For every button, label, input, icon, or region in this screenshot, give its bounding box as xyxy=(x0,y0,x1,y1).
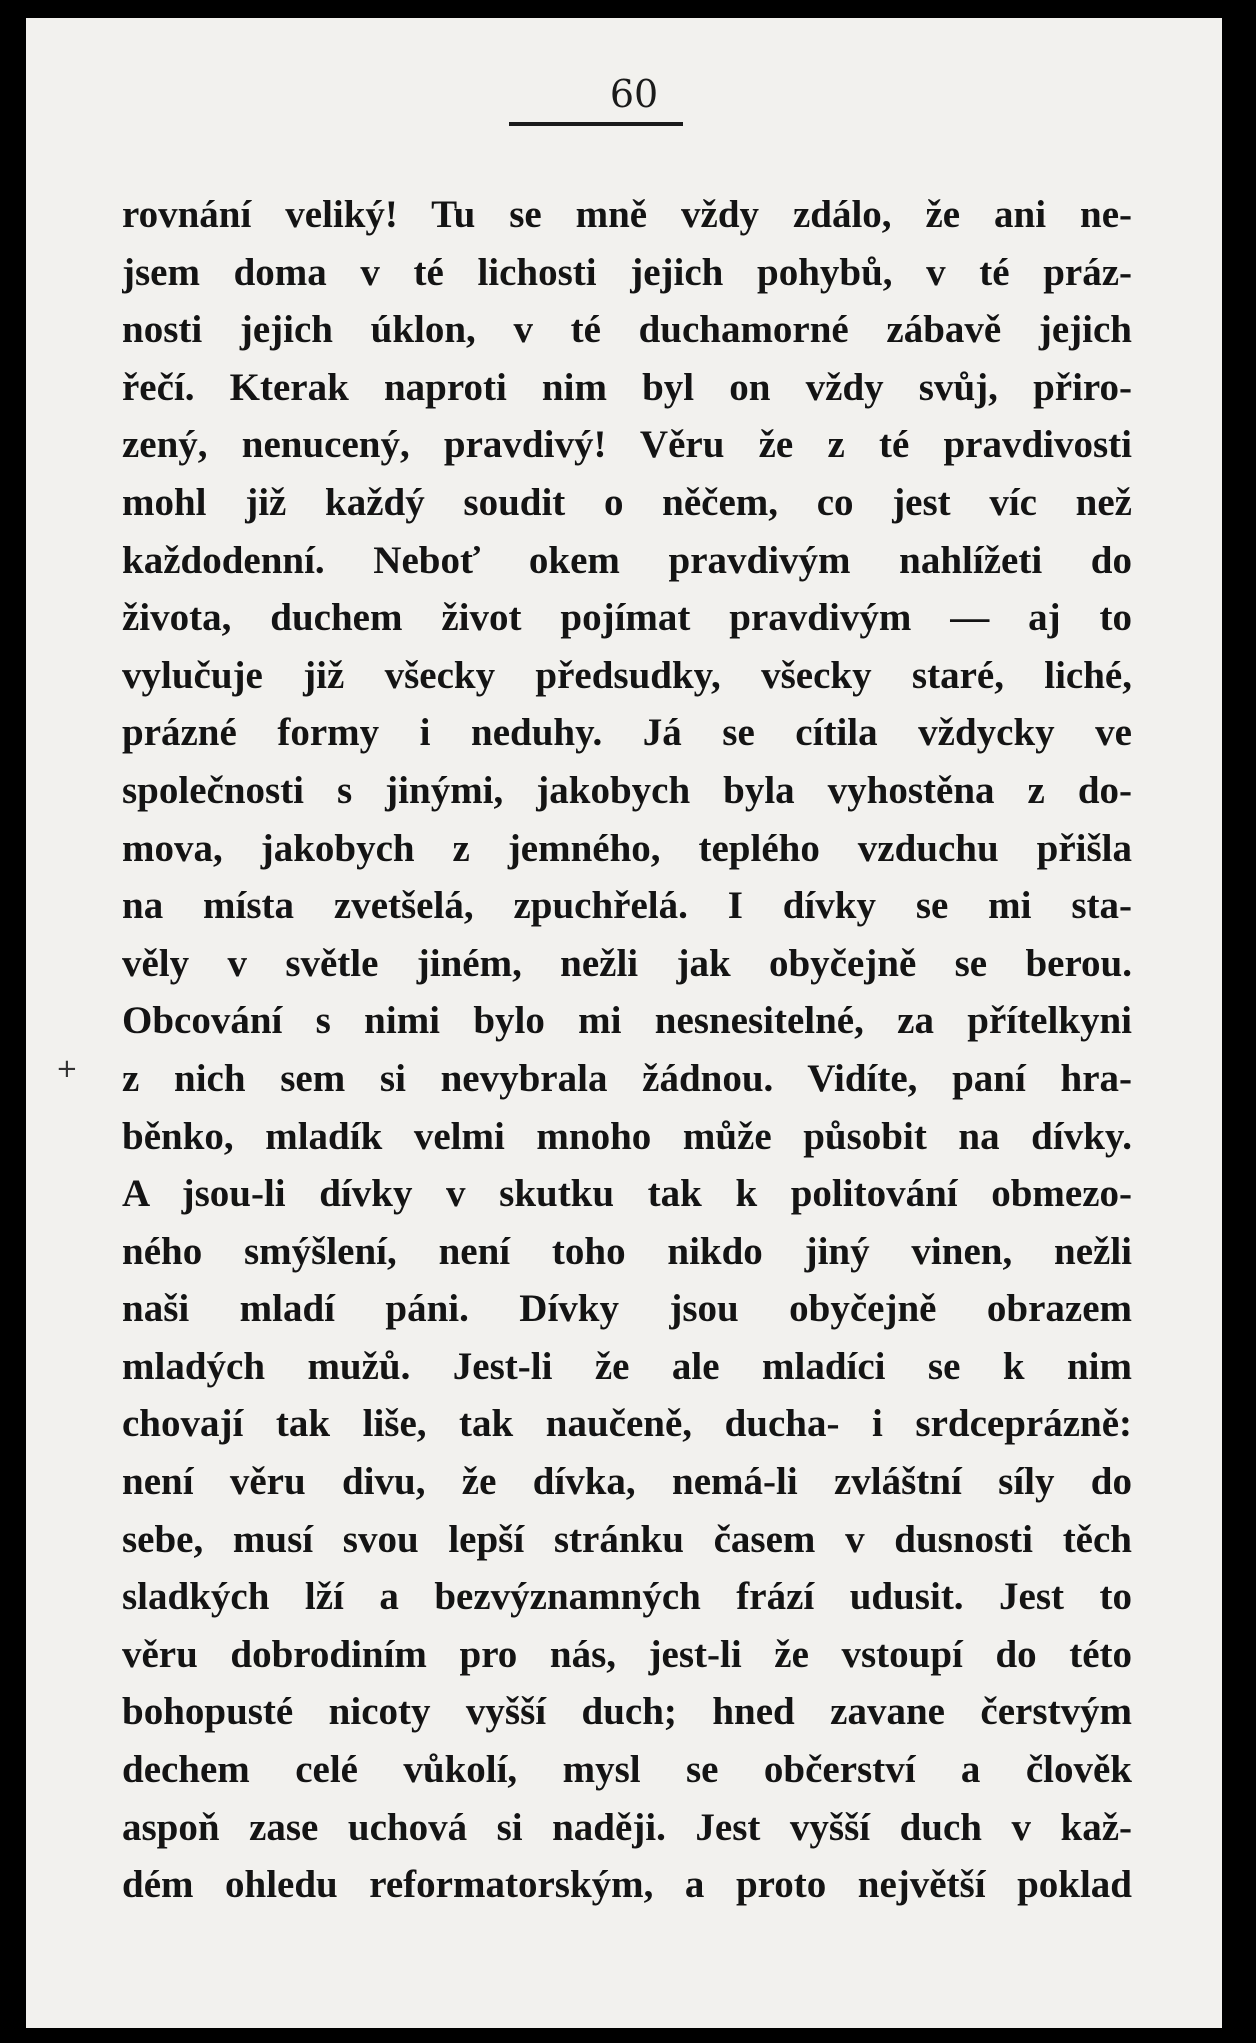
text-line: každodenní. Neboť okem pravdivým nahlížeti do xyxy=(122,538,1132,582)
text-line: mova, jakobych z jemného, teplého vzduchu přišla xyxy=(122,826,1132,870)
text-line: aspoň zase uchová si naději. Jest vyšší duch v kaž- xyxy=(122,1805,1132,1849)
text-line: ného smýšlení, není toho nikdo jiný vinen, nežli xyxy=(122,1229,1132,1273)
text-line: společnosti s jinými, jakobych byla vyhostěna z do- xyxy=(122,768,1132,812)
text-line: prázné formy i neduhy. Já se cítila vždycky ve xyxy=(122,711,1132,755)
text-line: chovají tak liše, tak naučeně, ducha- i srdceprázně: xyxy=(122,1402,1132,1446)
text-line: běnko, mladík velmi mnoho může působit na dívky. xyxy=(122,1114,1132,1158)
text-line: věru dobrodiním pro nás, jest-li že vstoupí do této xyxy=(122,1632,1132,1676)
text-line: naši mladí páni. Dívky jsou obyčejně obrazem xyxy=(122,1287,1132,1331)
text-line: na místa zvetšelá, zpuchřelá. I dívky se mi sta- xyxy=(122,884,1132,928)
text-line: věly v světle jiném, nežli jak obyčejně se berou. xyxy=(122,941,1132,985)
text-line: mohl již každý soudit o něčem, co jest víc než xyxy=(122,480,1132,524)
text-line: z nich sem si nevybrala žádnou. Vidíte, paní hra- xyxy=(122,1056,1132,1100)
margin-mark: + xyxy=(56,1054,78,1084)
text-line: dém ohledu reformatorským, a proto největší poklad xyxy=(122,1863,1132,1907)
text-line: A jsou-li dívky v skutku tak k politování obmezo- xyxy=(122,1172,1132,1216)
text-line: rovnání veliký! Tu se mně vždy zdálo, že ani ne- xyxy=(122,193,1132,236)
text-line: vylučuje již všecky předsudky, všecky staré, liché, xyxy=(122,653,1132,697)
text-line: řečí. Kterak naproti nim byl on vždy svůj, přiro- xyxy=(122,365,1132,409)
text-line: není věru divu, že dívka, nemá-li zvláštní síly do xyxy=(122,1460,1132,1504)
text-line: mladých mužů. Jest-li že ale mladíci se k nim xyxy=(122,1344,1132,1388)
text-line: sladkých lží a bezvýznamných frází udusit. Jest to xyxy=(122,1575,1132,1619)
text-line: sebe, musí svou lepší stránku časem v dusnosti těch xyxy=(122,1517,1132,1561)
page-number: 60 xyxy=(609,72,659,116)
text-line: nosti jejich úklon, v té duchamorné zábavě jejich xyxy=(122,308,1132,352)
body-text xyxy=(122,186,1132,1914)
book-page xyxy=(26,18,1222,2028)
page-number-rule xyxy=(509,122,683,126)
text-line: Obcování s nimi bylo mi nesnesitelné, za přítelkyni xyxy=(122,999,1132,1043)
text-line: dechem celé vůkolí, mysl se občerství a člověk xyxy=(122,1748,1132,1792)
text-line: zený, nenucený, pravdivý! Věru že z té pravdivosti xyxy=(122,423,1132,467)
text-line: jsem doma v té lichosti jejich pohybů, v té práz- xyxy=(122,250,1132,294)
text-line: života, duchem život pojímat pravdivým — aj to xyxy=(122,596,1132,640)
text-line: bohopusté nicoty vyšší duch; hned zavane čerstvým xyxy=(122,1690,1132,1734)
